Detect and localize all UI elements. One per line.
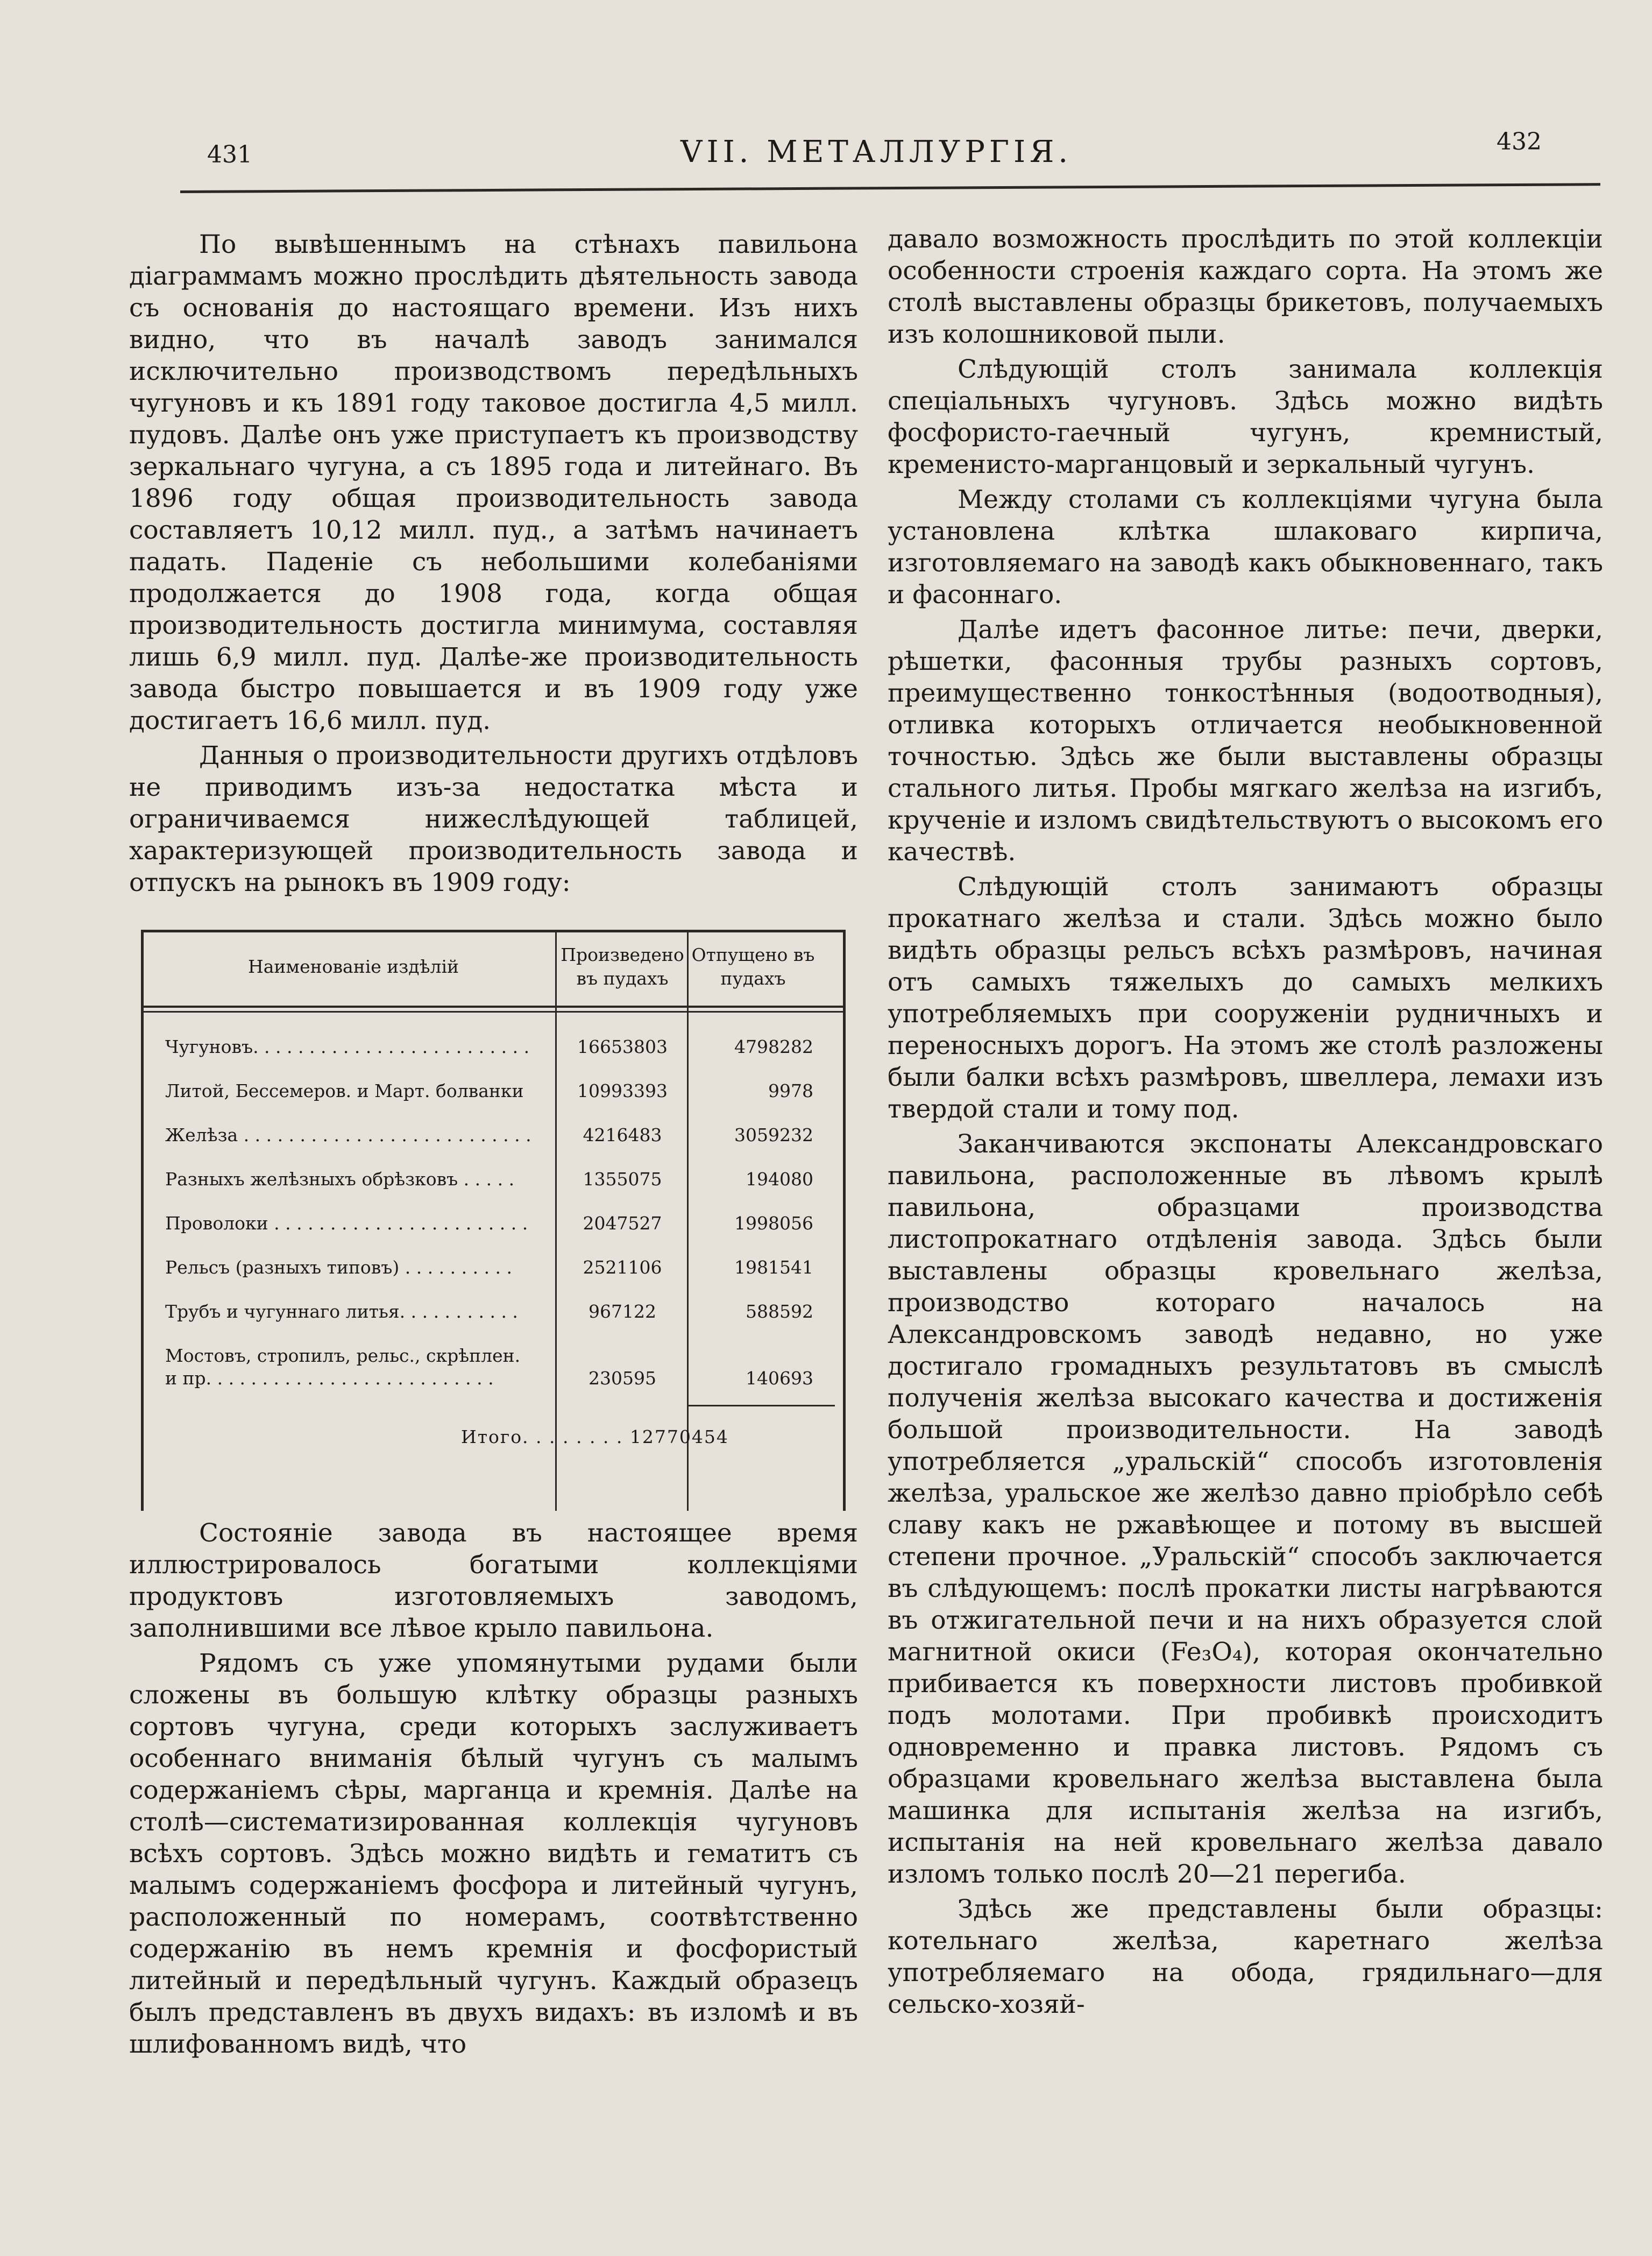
row-name: Желѣза . . . . . . . . . . . . . . . . . . . . . . . . . . <box>165 1125 531 1145</box>
left-column-top <box>129 229 858 899</box>
row-produced: 2521106 <box>583 1257 662 1278</box>
row-produced: 16653803 <box>577 1036 668 1057</box>
row-name: Чугуновъ. . . . . . . . . . . . . . . . . . . . . . . . . <box>165 1036 530 1057</box>
paragraph: Данныя о производительности другихъ отдѣловъ не приводимъ изъ-за недостатка мѣста и ограничиваемся нижеслѣдующей таблицей, характеризующей производительность завода и отпускъ на рынокъ въ 1909 году: <box>129 741 858 897</box>
row-shipped: 1998056 <box>734 1213 813 1234</box>
paragraph: По вывѣшеннымъ на стѣнахъ павильона діаграммамъ можно прослѣдить дѣятельность завода съ основанія до настоящаго времени. Изъ нихъ видно, что въ началѣ заводъ занимался исключительно производствомъ передѣльныхъ чугуновъ и къ 1891 году таковое достигла 4,5 милл. пудовъ. Далѣе онъ уже приступаетъ къ производству зеркальнаго чугуна, а съ 1895 года и литейнаго. Въ 1896 году общая производительность завода составляетъ 10,12 милл. пуд., а затѣмъ начинаетъ падать. Паденіе съ небольшими колебаніями продолжается до 1908 года, когда общая производительность достигла минимума, составляя лишь 6,9 милл. пуд. Далѣе-же производительность завода быстро повышается и въ 1909 году уже достигаетъ 16,6 милл. пуд. <box>129 230 858 736</box>
paragraph: Слѣдующій столъ занимала коллекція спеціальныхъ чугуновъ. Здѣсь можно видѣть фосфористо-гаечный чугунъ, кремнистый, кременисто-марганцовый и зеркальный чугунъ. <box>888 355 1603 479</box>
row-produced: 967122 <box>589 1301 656 1322</box>
table-header-rule-double <box>144 1011 843 1013</box>
row-shipped: 194080 <box>746 1169 813 1190</box>
page-number-left: 431 <box>207 141 252 168</box>
production-table <box>141 930 846 1511</box>
col-header-name: Наименованіе издѣлій <box>247 956 459 977</box>
row-produced: 10993393 <box>577 1080 668 1101</box>
table-total: Итого. . . . . . . . 12770454 <box>461 1426 729 1447</box>
left-column-bottom <box>129 1517 858 2060</box>
row-produced: 4216483 <box>583 1125 662 1145</box>
page-number-right: 432 <box>1497 128 1542 155</box>
paragraph: Слѣдующій столъ занимаютъ образцы прокатнаго желѣза и стали. Здѣсь можно было видѣть образцы рельсъ всѣхъ размѣровъ, начиная отъ самыхъ тяжелыхъ до самыхъ мелкихъ употребляемыхъ при сооруженіи рудничныхъ и переносныхъ дорогъ. На этомъ же столѣ разложены были балки всѣхъ размѣровъ, швеллера, лемахи изъ твердой стали и тому под. <box>888 872 1603 1124</box>
col-header-produced: Произведено въ пудахъ <box>561 944 684 989</box>
paragraph: Между столами съ коллекціями чугуна была установлена клѣтка шлаковаго кирпича, изготовляемаго на заводѣ какъ обыкновеннаго, такъ и фасоннаго. <box>888 485 1603 610</box>
row-shipped: 9978 <box>768 1080 813 1101</box>
running-title: VII. МЕТАЛЛУРГІЯ. <box>680 135 1073 169</box>
right-column <box>888 223 1603 2020</box>
paragraph: Заканчиваются экспонаты Александровскаго павильона, расположенные въ лѣвомъ крылѣ павильона, образцами производства листопрокатнаго отдѣленія завода. Здѣсь были выставлены образцы кровельнаго желѣза, производство котораго началось на Александровскомъ заводѣ недавно, но уже достигало громадныхъ результатовъ въ смыслѣ полученія желѣза высокаго качества и достиженія большой производительности. На заводѣ употребляется „уральскій“ способъ изготовленія желѣза, уральское же желѣзо давно пріобрѣло себѣ славу какъ не ржавѣющее и потому въ высшей степени прочное. „Уральскій“ способъ заключается въ слѣдующемъ: послѣ прокатки листы нагрѣваются въ отжигательной печи и на нихъ образуется слой магнитной окиси (Fe₃O₄), которая окончательно прибивается къ поверхности листовъ пробивкой подъ молотами. При пробивкѣ происходитъ одновременно и правка листовъ. Рядомъ съ образцами кровельнаго желѣза выставлена была машинка для испытанія желѣза на изгибъ, испытанія на ней кровельнаго желѣза давало изломъ только послѣ 20—21 перегиба. <box>888 1129 1603 1889</box>
paragraph: Далѣе идетъ фасонное литье: печи, дверки, рѣшетки, фасонныя трубы разныхъ сортовъ, преимущественно тонкостѣнныя (водоотводныя), отливка которыхъ отличается необыкновенной точностью. Здѣсь же были выставлены образцы стального литья. Пробы мягкаго желѣза на изгибъ, крученіе и изломъ свидѣтельствуютъ о высокомъ его качествѣ. <box>888 615 1603 867</box>
row-name: Мостовъ, стропилъ, рельс., скрѣплен. <box>165 1345 521 1366</box>
paragraph: Здѣсь же представлены были образцы: котельнаго желѣза, каретнаго желѣза употребляемаго на обода, грядильнаго—для сельско-хозяй- <box>888 1894 1603 2019</box>
table-column-divider <box>687 932 689 1511</box>
row-produced: 230595 <box>589 1368 656 1389</box>
paragraph: Рядомъ съ уже упомянутыми рудами были сложены въ большую клѣтку образцы разныхъ сортовъ чугуна, среди которыхъ заслуживаетъ особеннаго вниманія бѣлый чугунъ съ малымъ содержаніемъ сѣры, марганца и кремнія. Далѣе на столѣ—систематизированная коллекція чугуновъ всѣхъ сортовъ. Здѣсь можно видѣть и гематитъ съ малымъ содержаніемъ фосфора и литейный чугунъ, расположенный по номерамъ, соотвѣтственно содержанію въ немъ кремнія и фосфористый литейный и передѣльный чугунъ. Каждый образецъ былъ представленъ въ двухъ видахъ: въ изломѣ и въ шлифованномъ видѣ, что <box>129 1649 858 2059</box>
row-name: Проволоки . . . . . . . . . . . . . . . . . . . . . . . <box>165 1213 528 1234</box>
row-name: Разныхъ желѣзныхъ обрѣзковъ . . . . . <box>165 1169 515 1190</box>
header-rule <box>180 183 1600 193</box>
row-produced: 1355075 <box>583 1169 662 1190</box>
row-shipped: 140693 <box>746 1368 813 1389</box>
row-name: Рельсъ (разныхъ типовъ) . . . . . . . . . . <box>165 1257 513 1278</box>
table-header-rule <box>144 1006 843 1008</box>
row-shipped: 3059232 <box>734 1125 813 1145</box>
row-name: Литой, Бессемеров. и Март. болванки <box>165 1080 524 1101</box>
table-column-divider <box>555 932 557 1511</box>
row-shipped: 588592 <box>746 1301 813 1322</box>
row-name: Трубъ и чугуннаго литья. . . . . . . . . . . <box>165 1301 518 1322</box>
row-shipped: 4798282 <box>734 1036 813 1057</box>
row-shipped: 1981541 <box>734 1257 813 1278</box>
row-produced: 2047527 <box>583 1213 662 1234</box>
paragraph: давало возможность прослѣдить по этой коллекціи особенности строенія каждаго сорта. На этомъ же столѣ выставлены образцы брикетовъ, получаемыхъ изъ колошниковой пыли. <box>888 224 1603 349</box>
paragraph: Состояніе завода въ настоящее время иллюстрировалось богатыми коллекціями продуктовъ изготовляемыхъ заводомъ, заполнившими все лѣвое крыло павильона. <box>129 1518 858 1643</box>
col-header-shipped: Отпущено въ пудахъ <box>691 944 815 989</box>
total-rule <box>687 1405 835 1406</box>
row-name-continued: и пр. . . . . . . . . . . . . . . . . . . . . . . . . . <box>165 1368 494 1389</box>
